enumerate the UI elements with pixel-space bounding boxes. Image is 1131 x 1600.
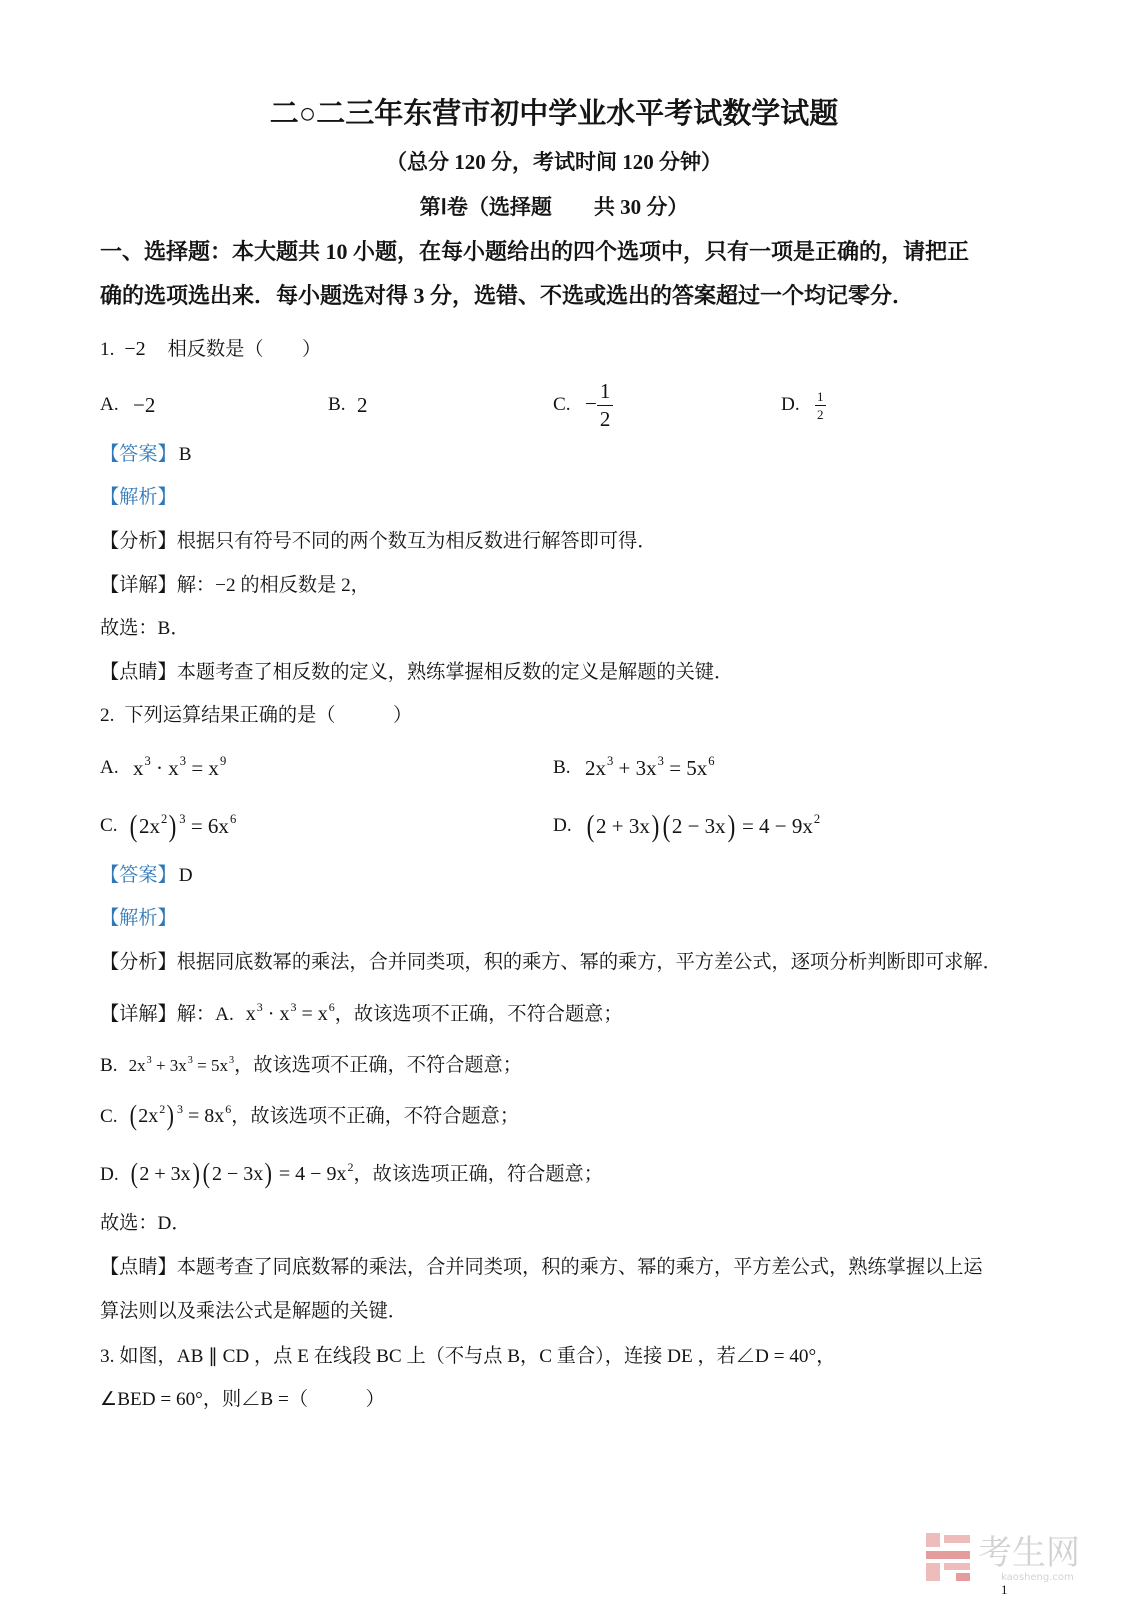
q1-fenxi: 【分析】根据只有符号不同的两个数互为相反数进行解答即可得． — [100, 531, 657, 552]
q1-analysis-tag: 【解析】 — [100, 487, 177, 508]
q2-detail-a — [100, 1000, 623, 1025]
math-fraction — [815, 390, 826, 421]
math-exponent: 3 — [290, 1000, 297, 1014]
math-term: 2 + 3x — [596, 813, 650, 838]
exam-title: 二○二三年东营市初中学业水平考试数学试题 — [269, 98, 839, 130]
q2-fenxi: 【分析】根据同底数幂的乘法，合并同类项，积的乘方、幂的乘方，平方差公式，逐项分析判断即可求解． — [100, 952, 1002, 973]
math-term: 2x — [139, 813, 160, 838]
detail-expression — [129, 1056, 234, 1075]
option-expression — [585, 378, 613, 431]
option-label: A. — [100, 757, 119, 778]
math-term: ( — [129, 1100, 137, 1132]
section-instructions-line2: 确的选项选出来．每小题选对得 3 分，选错、不选或选出的答案超过一个均记零分． — [100, 283, 915, 308]
detail-suffix: ，故该选项不正确，不符合题意； — [234, 1055, 522, 1076]
math-term: = 4 − 9x — [736, 813, 813, 838]
option-label: C. — [553, 394, 571, 415]
detail-prefix: D. — [100, 1164, 119, 1185]
math-exponent: 3 — [607, 754, 614, 769]
detail-expression — [129, 1158, 354, 1190]
math-term: = x — [186, 755, 219, 780]
question-2-stem — [100, 706, 412, 726]
option-label: C. — [100, 815, 118, 836]
math-exponent: 3 — [179, 812, 186, 827]
page-number: 1 — [1001, 1582, 1008, 1597]
math-exponent: 2 — [347, 1160, 354, 1174]
math-term: 2 + 3x — [139, 1163, 191, 1185]
math-exponent: 6 — [328, 1000, 335, 1014]
option-label: B. — [553, 757, 571, 778]
q2-option-b — [553, 746, 715, 790]
q1-dianjing: 【点睛】本题考查了相反数的定义，熟练掌握相反数的定义是解题的关键． — [100, 662, 734, 683]
math-exponent: 3 — [176, 1102, 183, 1116]
math-term: 2x — [128, 1056, 146, 1075]
logo-block — [944, 1535, 970, 1543]
stem-text: 下列运算结果正确的是（ ） — [124, 705, 413, 726]
option-expression — [815, 390, 826, 421]
detail-suffix: ，故该选项不正确，不符合题意； — [231, 1106, 520, 1127]
option-label: D. — [553, 815, 572, 836]
fraction-numerator: 1 — [817, 388, 824, 404]
math-exponent: 3 — [179, 754, 187, 769]
math-term: · x — [262, 1003, 290, 1025]
question-1-stem — [100, 339, 321, 360]
volume-heading: 第Ⅰ卷（选择题 共 30 分） — [419, 195, 689, 219]
q2-detail-d — [100, 1158, 603, 1190]
q2-analysis-tag: 【解析】 — [100, 908, 177, 929]
option-expression — [585, 807, 821, 843]
detail-suffix: ，故该选项不正确，不符合题意； — [334, 1004, 623, 1025]
math-term: ) — [651, 807, 660, 843]
math-term: = x — [296, 1003, 328, 1025]
kaosheng-logo-icon — [926, 1533, 972, 1583]
math-exponent: 3 — [228, 1055, 235, 1067]
math-exponent: 3 — [144, 754, 151, 769]
q2-option-c — [100, 804, 236, 848]
math-exponent: 3 — [146, 1055, 152, 1067]
answer-tag: 【答案】 — [100, 865, 177, 886]
math-term: −2 — [133, 392, 156, 417]
question-3-stem-line1: 3. 如图，AB ∥ CD ，点 E 在线段 BC 上（不与点 B，C 重合），连接 DE ，若∠D = 40°， — [100, 1346, 836, 1367]
math-term: −2 — [124, 338, 146, 360]
math-exponent: 9 — [219, 754, 227, 769]
q2-detail-b — [100, 1056, 522, 1076]
logo-block — [926, 1563, 940, 1581]
q1-option-d — [781, 383, 826, 427]
option-expression — [357, 393, 368, 418]
q1-answer-line — [100, 445, 192, 465]
q1-xiangjie: 【详解】解：−2 的相反数是 2， — [100, 575, 370, 596]
math-term: x — [133, 755, 144, 780]
stem-expression — [124, 338, 145, 360]
math-term: = 5x — [192, 1056, 228, 1075]
math-exponent: 3 — [187, 1055, 193, 1067]
math-term: ) — [168, 807, 177, 843]
math-exponent: 3 — [256, 1000, 263, 1014]
logo-block — [956, 1573, 970, 1581]
math-term: 2 − 3x — [211, 1163, 264, 1185]
q2-option-d — [553, 804, 820, 848]
question-number: 1. — [100, 339, 115, 360]
q1-conclusion: 故选：B． — [100, 618, 190, 639]
math-term: ) — [727, 807, 736, 843]
stem-text: 相反数是（ ） — [167, 339, 322, 360]
q2-detail-c — [100, 1100, 520, 1132]
math-term: 2x — [585, 755, 606, 780]
math-term: = 8x — [182, 1105, 225, 1127]
fraction-denominator: 2 — [817, 406, 824, 422]
math-exponent: 3 — [657, 754, 664, 769]
math-exponent: 6 — [225, 1102, 232, 1116]
exam-subtitle: （总分 120 分，考试时间 120 分钟） — [386, 150, 722, 174]
option-expression — [585, 756, 715, 781]
math-term: 2 — [357, 392, 368, 417]
math-term: · x — [150, 755, 179, 780]
math-term: ) — [264, 1158, 273, 1190]
math-exponent: 2 — [813, 812, 821, 827]
q2-answer-line — [100, 866, 193, 886]
math-term: + 3x — [151, 1056, 187, 1075]
logo-block — [926, 1551, 970, 1559]
math-term: = 5x — [663, 755, 708, 780]
answer-value: D — [178, 865, 193, 886]
option-label: B. — [328, 394, 346, 415]
math-term: x — [245, 1003, 256, 1025]
logo-block — [944, 1563, 970, 1570]
option-label: A. — [100, 394, 119, 415]
q1-option-b — [328, 383, 368, 427]
answer-tag: 【答案】 — [100, 444, 177, 465]
detail-prefix: 【详解】解：A. — [100, 1004, 234, 1025]
detail-expression — [245, 1000, 335, 1025]
fraction-numerator: 1 — [597, 381, 614, 406]
math-term: 2x — [138, 1105, 159, 1127]
q2-dianjing-line1: 【点睛】本题考查了同底数幂的乘法，合并同类项，积的乘方、幂的乘方，平方差公式，熟练掌握以上运 — [100, 1257, 983, 1278]
option-expression — [128, 807, 237, 843]
math-term: ( — [129, 807, 138, 843]
math-term: ( — [130, 1158, 138, 1190]
math-term: = 6x — [185, 813, 229, 838]
q1-option-a — [100, 383, 155, 427]
math-term: = 4 − 9x — [273, 1163, 347, 1185]
detail-suffix: ，故该选项正确，符合题意； — [353, 1164, 603, 1185]
math-exponent: 2 — [159, 1102, 166, 1116]
question-3-stem-line2: ∠BED = 60°，则∠B =（ ） — [100, 1389, 385, 1410]
q1-option-c — [553, 378, 613, 431]
question-number: 2. — [100, 705, 115, 726]
math-term: + 3x — [613, 755, 657, 780]
math-term: ( — [202, 1158, 211, 1190]
math-exponent: 2 — [161, 812, 168, 827]
option-label: D. — [781, 394, 800, 415]
math-term: ( — [586, 807, 595, 843]
option-expression — [133, 393, 155, 418]
math-exponent: 6 — [229, 812, 237, 827]
math-term: ) — [192, 1158, 200, 1190]
math-term: − — [585, 390, 597, 415]
math-fraction — [597, 378, 614, 431]
math-term: ( — [662, 807, 671, 843]
q2-dianjing-line2: 算法则以及乘法公式是解题的关键． — [100, 1301, 407, 1322]
q2-conclusion: 故选：D． — [100, 1213, 191, 1234]
math-term: 2 − 3x — [671, 813, 726, 838]
detail-prefix: C. — [100, 1106, 118, 1127]
detail-prefix: B. — [100, 1055, 118, 1076]
fraction-denominator: 2 — [599, 406, 611, 431]
answer-value: B — [178, 444, 192, 465]
math-term: ) — [166, 1100, 175, 1132]
section-instructions-line1: 一、选择题：本大题共 10 小题，在每小题给出的四个选项中，只有一项是正确的，请把正 — [100, 239, 970, 264]
watermark-brand: 考生网 — [978, 1533, 1080, 1573]
detail-expression — [128, 1100, 232, 1132]
logo-block — [926, 1533, 940, 1547]
watermark-domain: kaosheng.com — [1001, 1572, 1074, 1583]
math-exponent: 6 — [708, 754, 715, 769]
option-expression — [133, 756, 226, 781]
q2-option-a — [100, 746, 226, 790]
